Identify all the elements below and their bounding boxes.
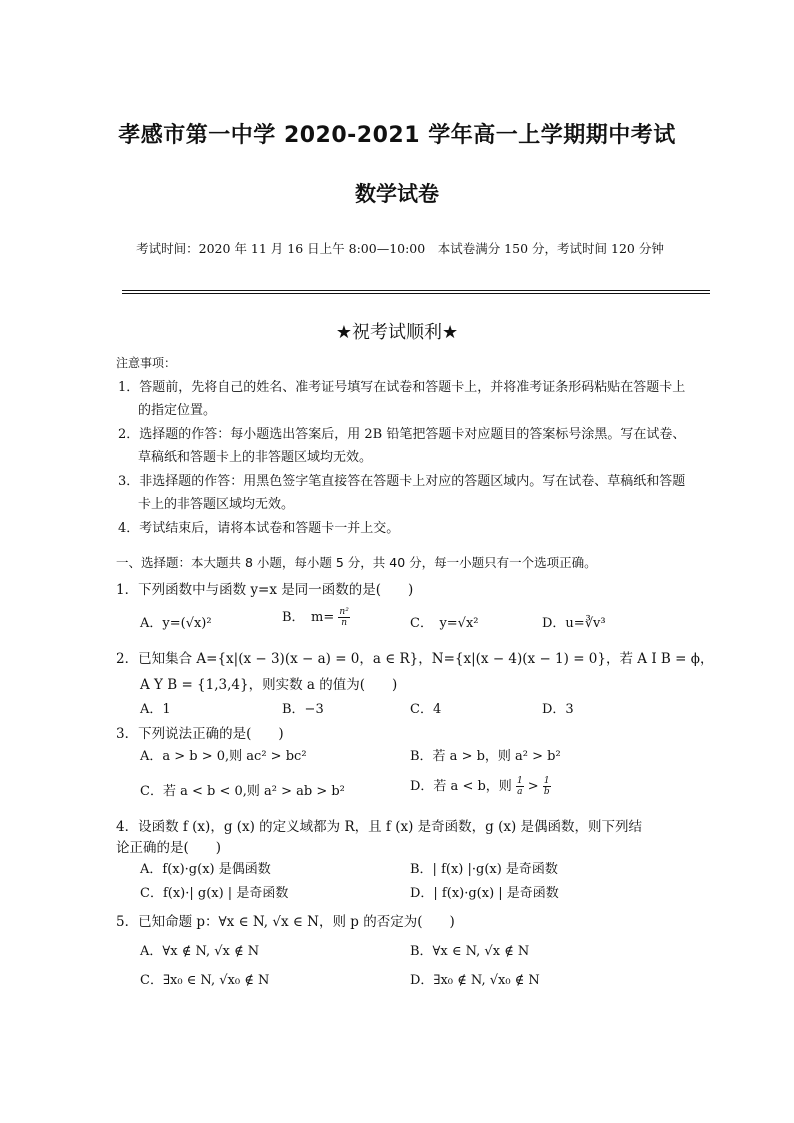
question-5-option-b: B．∀x ∈ N, √x ∉ N (410, 944, 530, 959)
question-2-line-1: 2．已知集合 A={x|(x − 3)(x − a) = 0，a ∈ R}，N={x|(x − 4)(x − 1) = 0}，若 A I B = ϕ， (116, 651, 714, 667)
question-1-stem: 1．下列函数中与函数 y=x 是同一函数的是( ) (116, 582, 414, 598)
question-2-option-d: D．3 (542, 702, 574, 717)
note-item: 1．答题前，先将自己的姓名、准考证号填写在试卷和答题卡上，并将准考证条形码粘贴在答题卡上的指定位置。 (118, 379, 686, 418)
header-divider-top (122, 290, 710, 291)
question-3-option-c: C．若 a < b < 0,则 a² > ab > b² (140, 784, 345, 799)
fraction-denominator: b (543, 787, 550, 797)
question-4-option-a: A．f(x)·g(x) 是偶函数 (140, 862, 271, 877)
question-5-option-a: A．∀x ∉ N, √x ∉ N (140, 944, 260, 959)
question-5-stem: 5．已知命题 p：∀x ∈ N, √x ∈ N，则 p 的否定为( ) (116, 914, 455, 930)
question-2-line-2: A Y B = {1,3,4}，则实数 a 的值为( ) (140, 677, 398, 693)
question-4-option-d: D．| f(x)·g(x) | 是奇函数 (410, 886, 559, 901)
question-3-option-d (410, 775, 551, 797)
question-4-line-1: 4．设函数 f (x)，g (x) 的定义域都为 R，且 f (x) 是奇函数，g (x) 是偶函数，则下列结 (116, 819, 643, 835)
fraction-numerator: n² (339, 607, 349, 617)
question-3-option-b: B．若 a > b，则 a² > b² (410, 749, 561, 764)
question-1-option-a: A．y=(√x)² (140, 616, 212, 631)
page-title: 孝感市第一中学 2020-2021 学年高一上学期期中考试 (118, 123, 676, 148)
question-4-option-c: C．f(x)·| g(x) | 是奇函数 (140, 886, 289, 901)
option-b-prefix: B． m= (282, 610, 335, 625)
question-1-option-d: D．u=∛v³ (542, 616, 606, 631)
fraction-numerator: 1 (516, 776, 523, 786)
note-item: 3．非选择题的作答：用黑色签字笔直接答在答题卡上对应的答题区域内。写在试卷、草稿纸和答题卡上的非答题区域均无效。 (118, 473, 686, 512)
question-1-option-c: C． y=√x² (410, 616, 479, 631)
question-3-option-a: A．a > b > 0,则 ac² > bc² (140, 749, 307, 764)
question-3-stem: 3．下列说法正确的是( ) (116, 726, 284, 742)
question-1-option-b (282, 606, 350, 628)
fraction (338, 607, 349, 628)
greater-than: > (523, 779, 543, 794)
note-item: 2．选择题的作答：每小题选出答案后，用 2B 铅笔把答题卡对应题目的答案标号涂黑。写在试卷、草稿纸和答题卡上的非答题区域均无效。 (118, 426, 686, 465)
fraction-denominator: n (341, 618, 348, 628)
fraction (516, 776, 524, 797)
exam-info: 考试时间：2020 年 11 月 16 日上午 8:00—10:00 本试卷满分 150 分，考试时间 120 分钟 (136, 241, 664, 256)
fraction-numerator: 1 (543, 776, 550, 786)
question-2-option-b: B．−3 (282, 702, 324, 717)
page-subtitle: 数学试卷 (355, 182, 439, 206)
question-4-line-2: 论正确的是( ) (116, 840, 222, 856)
fraction (543, 776, 551, 797)
notes-heading: 注意事项： (116, 356, 177, 370)
section-heading: 一、选择题：本大题共 8 小题，每小题 5 分，共 40 分，每一小题只有一个选项正确。 (116, 555, 597, 570)
question-5-option-c: C．∃x₀ ∈ N, √x₀ ∉ N (140, 973, 270, 988)
question-2-option-c: C．4 (410, 702, 442, 717)
header-divider-bottom (122, 293, 710, 294)
fraction-denominator: a (517, 787, 523, 797)
blessing-text: ★祝考试顺利★ (335, 322, 459, 343)
question-5-option-d: D．∃x₀ ∉ N, √x₀ ∉ N (410, 973, 540, 988)
notes-block (116, 352, 686, 540)
option-d-prefix: D．若 a < b，则 (410, 779, 512, 794)
question-4-option-b: B．| f(x) |·g(x) 是奇函数 (410, 862, 558, 877)
question-2-option-a: A．1 (140, 702, 171, 717)
note-item: 4．考试结束后，请将本试卷和答题卡一并上交。 (118, 520, 400, 536)
